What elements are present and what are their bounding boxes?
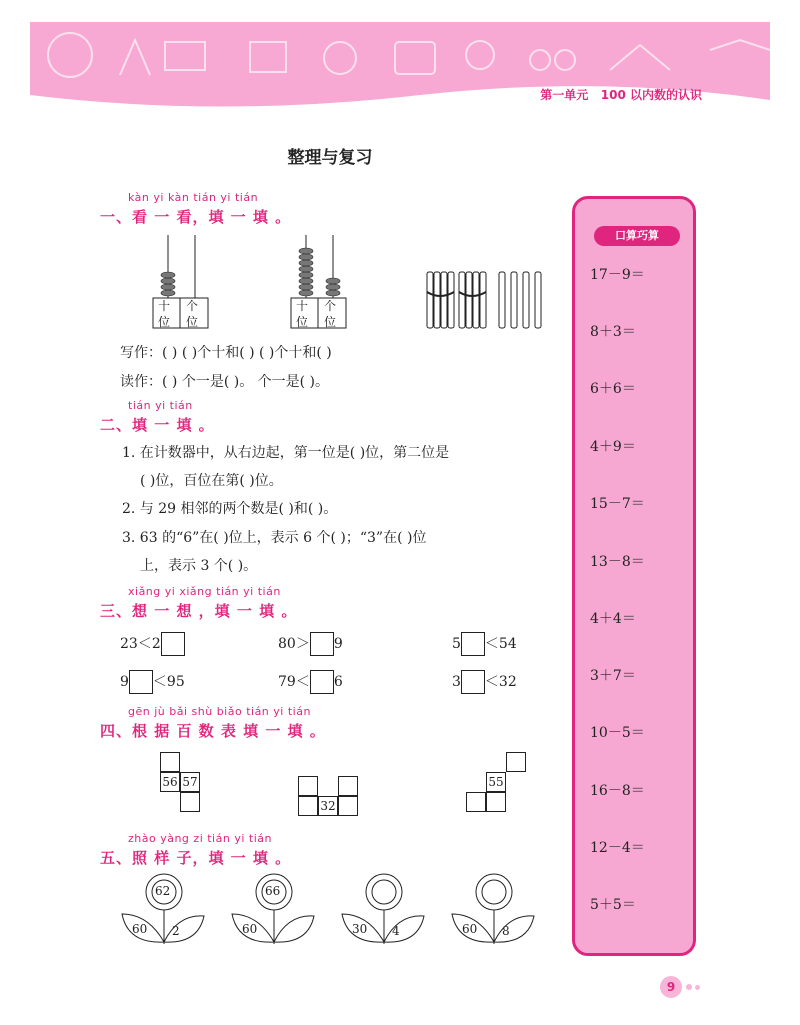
mental-item: 12－4＝ [590,840,645,856]
s2-q1a: 1. 在计数器中，从右边起，第一位是( )位，第二位是 [122,445,450,461]
s3-item-2: 80＞ 9 [278,632,343,656]
page-dot [695,985,700,990]
unit-label: 第一单元 100 以内数的认识 [540,88,702,102]
s5-title: 五、照 样 子，填 一 填 。 [100,849,292,867]
abacus-left-ones: 个 [186,299,199,313]
answer-box[interactable] [161,632,185,656]
grid-cell[interactable] [486,792,506,812]
mental-item: 13－8＝ [590,554,645,570]
flower-4 [448,872,538,948]
abacus-right-wei2: 位 [324,315,337,329]
grid-cell[interactable] [298,796,318,816]
s3-pinyin: xiǎng yi xiǎng tián yi tián [128,585,281,598]
page-dot [686,984,692,990]
s2-title: 二、填 一 填 。 [100,416,215,434]
s3-item-1: 23＜2 [120,632,185,656]
abacus-right-ones: 个 [324,299,337,313]
s2-pinyin: tián yi tián [128,399,193,412]
mental-item: 4＋9＝ [590,439,636,455]
grid-cell-55: 55 [486,772,506,792]
s2-q2: 2. 与 29 相邻的两个数是( )和( )。 [122,501,338,517]
mental-math-badge: 口算巧算 [594,226,680,246]
abacus-right-wei1: 位 [296,315,309,329]
grid-cell[interactable] [338,796,358,816]
s3-item-6: 3 ＜32 [452,670,517,694]
s2-q3a: 3. 63 的“6”在( )位上，表示 6 个( )；“3”在( )位 [122,530,427,546]
s4-pinyin: gēn jù bǎi shù biǎo tián yi tián [128,705,311,718]
mental-item: 4＋4＝ [590,611,636,627]
mental-item: 8＋3＝ [590,324,636,340]
mental-item: 3＋7＝ [590,668,636,684]
abacus-left-tens: 十 [158,299,171,313]
grid-cell-32: 32 [318,796,338,816]
mental-item: 17－9＝ [590,267,645,283]
grid-cell[interactable] [466,792,486,812]
page-number: 9 [660,976,682,998]
s1-read-line: 读作：( ) 个一是( )。 个一是( )。 [120,374,330,390]
answer-box[interactable] [310,632,334,656]
s2-q1b: ( )位，百位在第( )位。 [140,473,283,489]
flower-1-right: 2 [172,924,180,938]
flower-3-left: 30 [352,922,368,936]
s3-item-4: 9 ＜95 [120,670,185,694]
grid-cell[interactable] [506,752,526,772]
counting-sticks [425,270,555,332]
abacus-left-wei2: 位 [186,315,199,329]
flower-1-head: 62 [155,884,171,898]
s1-write-line: 写作：( ) ( )个十和( ) ( )个十和( ) [120,345,332,361]
flower-3 [338,872,428,948]
mental-item: 6＋6＝ [590,381,636,397]
grid-cell[interactable] [298,776,318,796]
answer-box[interactable] [461,632,485,656]
grid-cell-57: 57 [180,772,200,792]
mental-item: 16－8＝ [590,783,645,799]
grid-cell[interactable] [180,792,200,812]
flower-3-right: 4 [392,924,400,938]
s5-pinyin: zhào yàng zi tián yi tián [128,832,272,845]
s3-item-3: 5 ＜54 [452,632,517,656]
s2-q3b: 上，表示 3 个( )。 [140,558,258,574]
abacus-left-wei1: 位 [158,315,171,329]
grid-cell[interactable] [338,776,358,796]
mental-item: 10－5＝ [590,725,645,741]
answer-box[interactable] [461,670,485,694]
s1-title: 一、看 一 看，填 一 填 。 [100,208,292,226]
s3-item-5: 79＜ 6 [278,670,343,694]
flower-4-right: 8 [502,924,510,938]
header-banner [0,0,800,125]
mental-item: 5＋5＝ [590,897,636,913]
flower-4-left: 60 [462,922,478,936]
page-title: 整理与复习 [287,148,373,168]
flower-2-head: 66 [265,884,281,898]
grid-cell[interactable] [160,752,180,772]
s3-title: 三、想 一 想 ，填 一 填 。 [100,602,298,620]
answer-box[interactable] [310,670,334,694]
grid-cell-56: 56 [160,772,180,792]
mental-item: 15－7＝ [590,496,645,512]
s1-pinyin: kàn yi kàn tián yi tián [128,191,259,204]
flower-1-left: 60 [132,922,148,936]
s4-title: 四、根 据 百 数 表 填 一 填 。 [100,722,326,740]
flower-2-left: 60 [242,922,258,936]
abacus-right-tens: 十 [296,299,309,313]
answer-box[interactable] [129,670,153,694]
